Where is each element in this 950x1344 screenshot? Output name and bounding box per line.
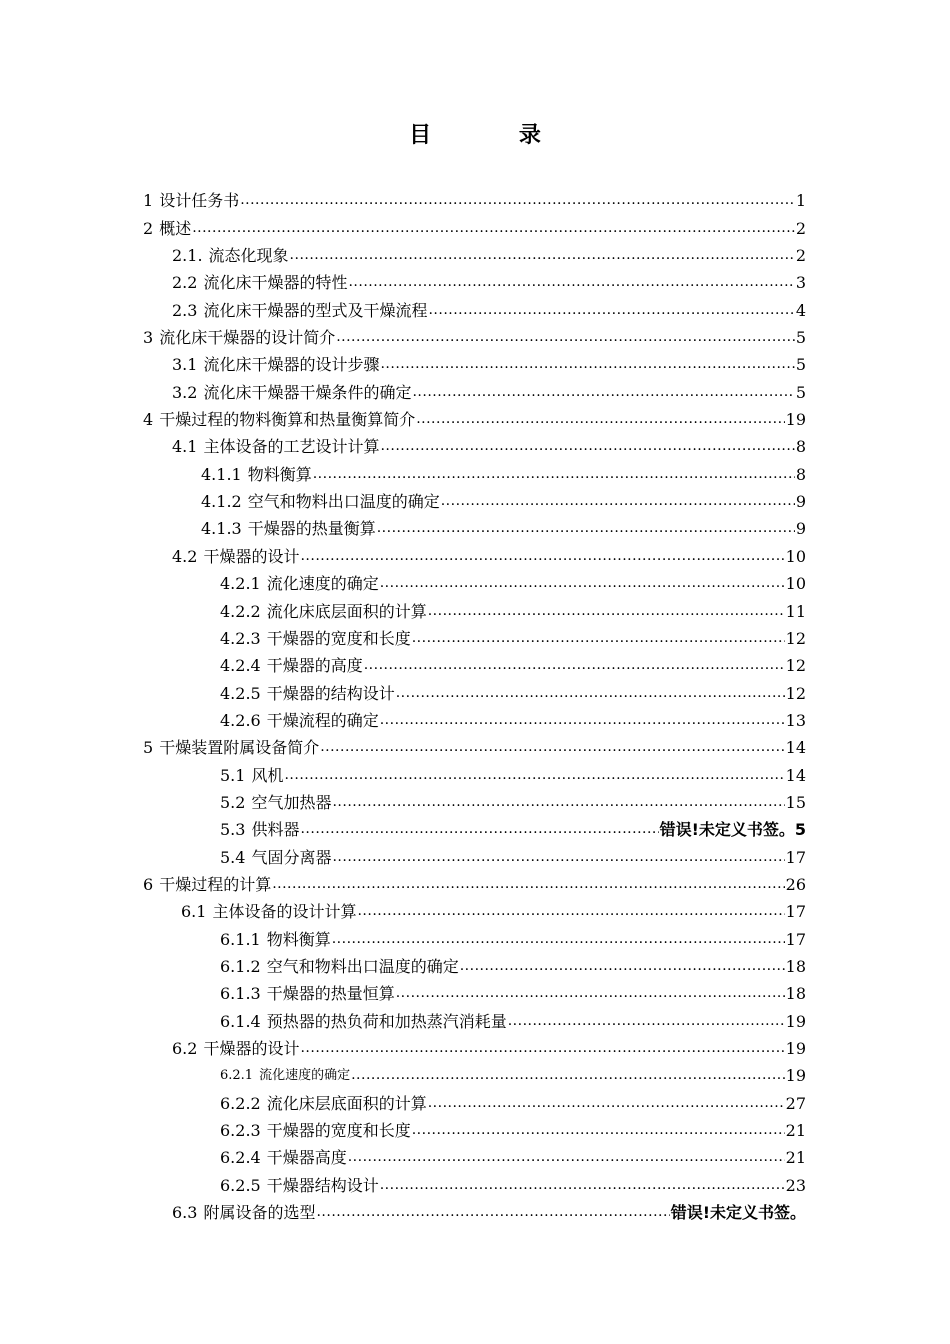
toc-entry-text: 干燥器结构设计 — [266, 1175, 379, 1195]
toc-entry-page-number: 5 — [795, 328, 806, 348]
toc-entry[interactable] — [143, 539, 806, 566]
dot-leader — [508, 1012, 785, 1032]
toc-entry-number: 4.2 — [172, 546, 198, 566]
dot-leader — [192, 219, 795, 239]
toc-entry-text: 干燥器的热量衡算 — [247, 519, 376, 539]
toc-entry-page-number: 12 — [785, 683, 806, 703]
toc-entry-text: 空气加热器 — [251, 792, 332, 812]
toc-entry-number: 1 — [143, 191, 154, 211]
toc-entry-label — [172, 437, 379, 457]
toc-entry-page-number: 8 — [795, 464, 806, 484]
toc-entry[interactable] — [143, 731, 806, 758]
toc-entry[interactable] — [143, 1004, 806, 1031]
toc-entry-label — [220, 793, 331, 813]
toc-entry-number: 6.2.5 — [220, 1175, 261, 1195]
toc-entry-number: 5.1 — [220, 765, 246, 785]
toc-entry[interactable] — [143, 1114, 806, 1141]
toc-entry-page-number: 9 — [795, 519, 806, 539]
toc-entry-page-number: 21 — [785, 1148, 806, 1168]
toc-entry-number: 6.1.1 — [220, 929, 261, 949]
toc-entry-number: 6.2.1 — [220, 1068, 254, 1084]
toc-entry-page-number: 10 — [785, 546, 806, 566]
toc-entry[interactable] — [143, 704, 806, 731]
toc-entry-text: 干燥器的宽度和长度 — [266, 628, 411, 648]
toc-entry-label — [220, 766, 283, 786]
toc-entry-number: 4.1.1 — [201, 464, 242, 484]
toc-entry-page-number: 11 — [785, 601, 806, 621]
toc-entry[interactable] — [143, 895, 806, 922]
toc-entry[interactable] — [143, 348, 806, 375]
toc-entry[interactable] — [143, 622, 806, 649]
toc-entry-label — [220, 1121, 411, 1141]
toc-entry-label — [201, 519, 376, 539]
dot-leader — [396, 984, 785, 1004]
toc-entry-number: 2.2 — [172, 273, 198, 293]
toc-entry-label — [220, 1148, 347, 1168]
toc-entry-number: 2 — [143, 218, 154, 238]
dot-leader — [428, 602, 785, 622]
toc-entry-text: 流化床干燥器的特性 — [203, 273, 348, 293]
toc-entry-page-number: 19 — [785, 1066, 806, 1086]
toc-entry[interactable] — [143, 266, 806, 293]
toc-entry[interactable] — [143, 567, 806, 594]
dot-leader — [290, 246, 795, 266]
toc-entry-label — [172, 246, 289, 266]
toc-entry-text: 干燥流程的确定 — [266, 710, 379, 730]
toc-entry-number: 6.2.4 — [220, 1148, 261, 1168]
toc-entry-label — [220, 984, 395, 1004]
toc-entry-label — [143, 410, 415, 430]
toc-entry-page-number: 18 — [785, 984, 806, 1004]
toc-entry-page-number: 19 — [785, 410, 806, 430]
toc-entry-label — [172, 1203, 315, 1223]
toc-entry-text: 空气和物料出口温度的确定 — [247, 492, 440, 512]
toc-entry[interactable] — [143, 786, 806, 813]
dot-leader — [320, 738, 784, 758]
toc-entry-number: 2.1. — [172, 246, 203, 266]
toc-entry[interactable] — [143, 649, 806, 676]
toc-entry-text: 流化速度的确定 — [266, 574, 379, 594]
toc-entry[interactable] — [143, 512, 806, 539]
dot-leader — [300, 820, 658, 840]
toc-entry-page-number: 17 — [785, 902, 806, 922]
toc-entry-text: 流化床干燥器的设计简介 — [159, 328, 336, 348]
toc-entry-error-page: 错误!未定义书签。 — [670, 1203, 806, 1223]
toc-entry-label — [172, 547, 299, 567]
toc-entry-text: 干燥装置附属设备简介 — [159, 738, 320, 758]
toc-entry-text: 干燥器的宽度和长度 — [266, 1121, 411, 1141]
dot-leader — [416, 410, 784, 430]
dot-leader — [412, 1121, 785, 1141]
toc-title: 目 录 — [409, 122, 581, 148]
toc-entry-page-number: 14 — [785, 738, 806, 758]
toc-entry-text: 设计任务书 — [159, 191, 240, 211]
toc-entry-number: 6.2.3 — [220, 1121, 261, 1141]
toc-entry[interactable] — [143, 1141, 806, 1168]
toc-entry-label — [220, 602, 427, 622]
toc-entry-page-number: 27 — [785, 1093, 806, 1113]
dot-leader — [336, 328, 795, 348]
toc-entry-label — [220, 711, 379, 731]
dot-leader — [380, 574, 785, 594]
toc-entry-label — [143, 875, 271, 895]
toc-entry-page-number: 4 — [795, 300, 806, 320]
table-of-contents — [143, 184, 806, 1223]
toc-entry-text: 干燥器的设计 — [203, 1039, 300, 1058]
toc-entry-number: 6 — [143, 874, 154, 894]
toc-entry-page-number: 13 — [785, 710, 806, 730]
toc-entry-text: 干燥器的高度 — [266, 656, 363, 676]
toc-entry-page-number: 15 — [785, 792, 806, 812]
toc-entry-number: 3.2 — [172, 382, 198, 402]
toc-entry-label — [172, 1039, 299, 1059]
toc-entry-text: 流化床底层面积的计算 — [266, 601, 427, 621]
toc-entry-text: 流化床层底面积的计算 — [266, 1093, 427, 1113]
dot-leader — [380, 437, 794, 457]
toc-entry[interactable] — [143, 403, 806, 430]
toc-entry-label — [201, 492, 440, 512]
toc-entry[interactable] — [143, 977, 806, 1004]
toc-entry-text: 供料器 — [251, 820, 300, 840]
toc-entry-text: 干燥过程的物料衡算和热量衡算简介 — [159, 410, 416, 430]
toc-entry-page-number: 3 — [795, 273, 806, 293]
toc-entry-page-number: 2 — [795, 218, 806, 238]
toc-entry[interactable] — [143, 211, 806, 238]
toc-entry-text: 干燥器的结构设计 — [266, 683, 395, 703]
toc-entry-number: 4.1 — [172, 437, 198, 457]
toc-entry[interactable] — [143, 430, 806, 457]
toc-entry-label — [220, 1012, 507, 1032]
toc-entry-number: 3.1 — [172, 355, 198, 375]
toc-entry-label — [220, 957, 459, 977]
toc-entry-number: 4.2.1 — [220, 574, 261, 594]
toc-entry-number: 4.2.5 — [220, 683, 261, 703]
toc-entry-label — [201, 465, 312, 485]
toc-entry-page-number: 17 — [785, 847, 806, 867]
toc-entry-label — [181, 902, 356, 922]
toc-entry-number: 6.1 — [181, 902, 207, 922]
toc-entry-text: 流化床干燥器的型式及干燥流程 — [203, 300, 428, 320]
toc-entry-text: 流化速度的确定 — [259, 1068, 351, 1084]
toc-entry-text: 气固分离器 — [251, 847, 332, 867]
toc-entry[interactable] — [143, 594, 806, 621]
toc-entry-number: 5 — [143, 738, 154, 758]
toc-entry-number: 2.3 — [172, 300, 198, 320]
dot-leader — [300, 1039, 784, 1059]
toc-entry-page-number: 2 — [795, 246, 806, 266]
toc-entry-label — [172, 355, 379, 375]
dot-leader — [412, 383, 794, 403]
toc-entry[interactable] — [143, 293, 806, 320]
toc-entry-text: 空气和物料出口温度的确定 — [266, 956, 459, 976]
toc-entry-text: 物料衡算 — [266, 929, 331, 949]
toc-entry-page-number: 18 — [785, 956, 806, 976]
toc-entry[interactable] — [143, 321, 806, 348]
toc-entry-text: 概述 — [159, 218, 192, 238]
toc-entry-number: 6.1.2 — [220, 956, 261, 976]
toc-entry-text: 干燥器的热量恒算 — [266, 984, 395, 1004]
toc-entry-label — [220, 1176, 379, 1196]
toc-entry-label — [220, 574, 379, 594]
toc-entry-label — [172, 301, 427, 321]
toc-entry[interactable] — [143, 813, 806, 840]
toc-entry-number: 4.2.4 — [220, 656, 261, 676]
dot-leader — [332, 930, 785, 950]
toc-entry-text: 主体设备的工艺设计计算 — [203, 437, 380, 457]
dot-leader — [428, 1094, 785, 1114]
toc-entry-page-number: 10 — [785, 574, 806, 594]
toc-entry-label — [220, 820, 299, 840]
toc-entry-text: 流化床干燥器干燥条件的确定 — [203, 382, 412, 402]
toc-entry-number: 4.2.2 — [220, 601, 261, 621]
dot-leader — [348, 273, 794, 293]
toc-entry[interactable] — [143, 676, 806, 703]
toc-entry-page-number: 21 — [785, 1121, 806, 1141]
toc-entry-label — [172, 383, 411, 403]
toc-entry-number: 4.2.3 — [220, 628, 261, 648]
toc-entry-number: 5.3 — [220, 820, 246, 840]
toc-entry-number: 6.1.3 — [220, 984, 261, 1004]
toc-entry[interactable] — [143, 1168, 806, 1195]
toc-entry-text: 干燥过程的计算 — [159, 874, 272, 894]
dot-leader — [380, 355, 794, 375]
toc-entry-number: 4.1.2 — [201, 492, 242, 512]
toc-entry-label — [220, 684, 395, 704]
dot-leader — [316, 1203, 669, 1223]
toc-entry-page-number: 19 — [785, 1039, 806, 1058]
dot-leader — [380, 711, 785, 731]
toc-entry[interactable] — [143, 375, 806, 402]
toc-entry-page-number: 12 — [785, 656, 806, 676]
toc-entry[interactable] — [143, 950, 806, 977]
toc-entry-page-number: 23 — [785, 1175, 806, 1195]
toc-entry-number: 6.2.2 — [220, 1093, 261, 1113]
toc-entry[interactable] — [143, 1059, 806, 1086]
toc-entry-page-number: 12 — [785, 628, 806, 648]
toc-entry[interactable] — [143, 1086, 806, 1113]
toc-entry-number: 4 — [143, 410, 154, 430]
toc-entry-text: 物料衡算 — [247, 464, 312, 484]
toc-entry-number: 4.2.6 — [220, 710, 261, 730]
toc-entry-number: 4.1.3 — [201, 519, 242, 539]
dot-leader — [380, 1176, 785, 1196]
toc-entry[interactable] — [143, 457, 806, 484]
toc-entry-label — [172, 273, 347, 293]
toc-entry[interactable] — [143, 758, 806, 785]
toc-entry[interactable] — [143, 1196, 806, 1223]
toc-entry-number: 5.4 — [220, 847, 246, 867]
dot-leader — [441, 492, 795, 512]
toc-entry-label — [220, 848, 331, 868]
dot-leader — [240, 191, 795, 211]
toc-entry-page-number: 8 — [795, 437, 806, 457]
toc-entry-text: 预热器的热负荷和加热蒸汽消耗量 — [266, 1011, 507, 1031]
dot-leader — [364, 656, 785, 676]
toc-entry-text: 干燥器高度 — [266, 1148, 347, 1168]
toc-entry-label — [220, 1094, 427, 1114]
toc-entry-number: 3 — [143, 328, 154, 348]
toc-entry-number: 6.2 — [172, 1039, 198, 1058]
dot-leader — [357, 902, 784, 922]
toc-entry-page-number: 14 — [785, 765, 806, 785]
dot-leader — [460, 957, 785, 977]
dot-leader — [332, 848, 784, 868]
toc-entry-label — [220, 930, 331, 950]
toc-entry-page-number: 17 — [785, 929, 806, 949]
toc-entry[interactable] — [143, 868, 806, 895]
toc-entry-label — [220, 629, 411, 649]
toc-entry-label — [143, 191, 239, 211]
toc-entry-text: 流态化现象 — [208, 246, 289, 266]
toc-entry-page-number: 19 — [785, 1011, 806, 1031]
toc-entry[interactable] — [143, 840, 806, 867]
dot-leader — [313, 465, 795, 485]
toc-entry-text: 风机 — [251, 765, 284, 785]
toc-entry-text: 流化床干燥器的设计步骤 — [203, 355, 380, 375]
toc-entry-text: 主体设备的设计计算 — [212, 902, 357, 922]
toc-entry-label — [143, 328, 335, 348]
dot-leader — [332, 793, 784, 813]
toc-entry[interactable] — [143, 485, 806, 512]
toc-entry[interactable] — [143, 1032, 806, 1059]
toc-entry[interactable] — [143, 922, 806, 949]
toc-entry[interactable] — [143, 239, 806, 266]
toc-entry[interactable] — [143, 184, 806, 211]
toc-entry-number: 6.1.4 — [220, 1011, 261, 1031]
dot-leader — [351, 1066, 785, 1086]
toc-entry-page-number: 5 — [795, 355, 806, 375]
dot-leader — [348, 1148, 785, 1168]
toc-entry-page-number: 26 — [785, 874, 806, 894]
toc-entry-error-page: 错误!未定义书签。5 — [659, 820, 806, 840]
toc-entry-page-number: 5 — [795, 382, 806, 402]
toc-entry-text: 干燥器的设计 — [203, 546, 300, 566]
toc-entry-label — [220, 1066, 350, 1086]
toc-entry-page-number: 1 — [795, 191, 806, 211]
toc-entry-label — [143, 738, 319, 758]
dot-leader — [412, 629, 785, 649]
toc-entry-text: 附属设备的选型 — [203, 1203, 316, 1223]
dot-leader — [428, 301, 794, 321]
toc-entry-label — [220, 656, 363, 676]
dot-leader — [272, 875, 784, 895]
toc-entry-label — [143, 219, 191, 239]
toc-entry-page-number: 9 — [795, 492, 806, 512]
dot-leader — [284, 766, 784, 786]
dot-leader — [300, 547, 784, 567]
toc-entry-number: 5.2 — [220, 792, 246, 812]
dot-leader — [396, 684, 785, 704]
toc-entry-number: 6.3 — [172, 1203, 198, 1223]
dot-leader — [377, 519, 795, 539]
